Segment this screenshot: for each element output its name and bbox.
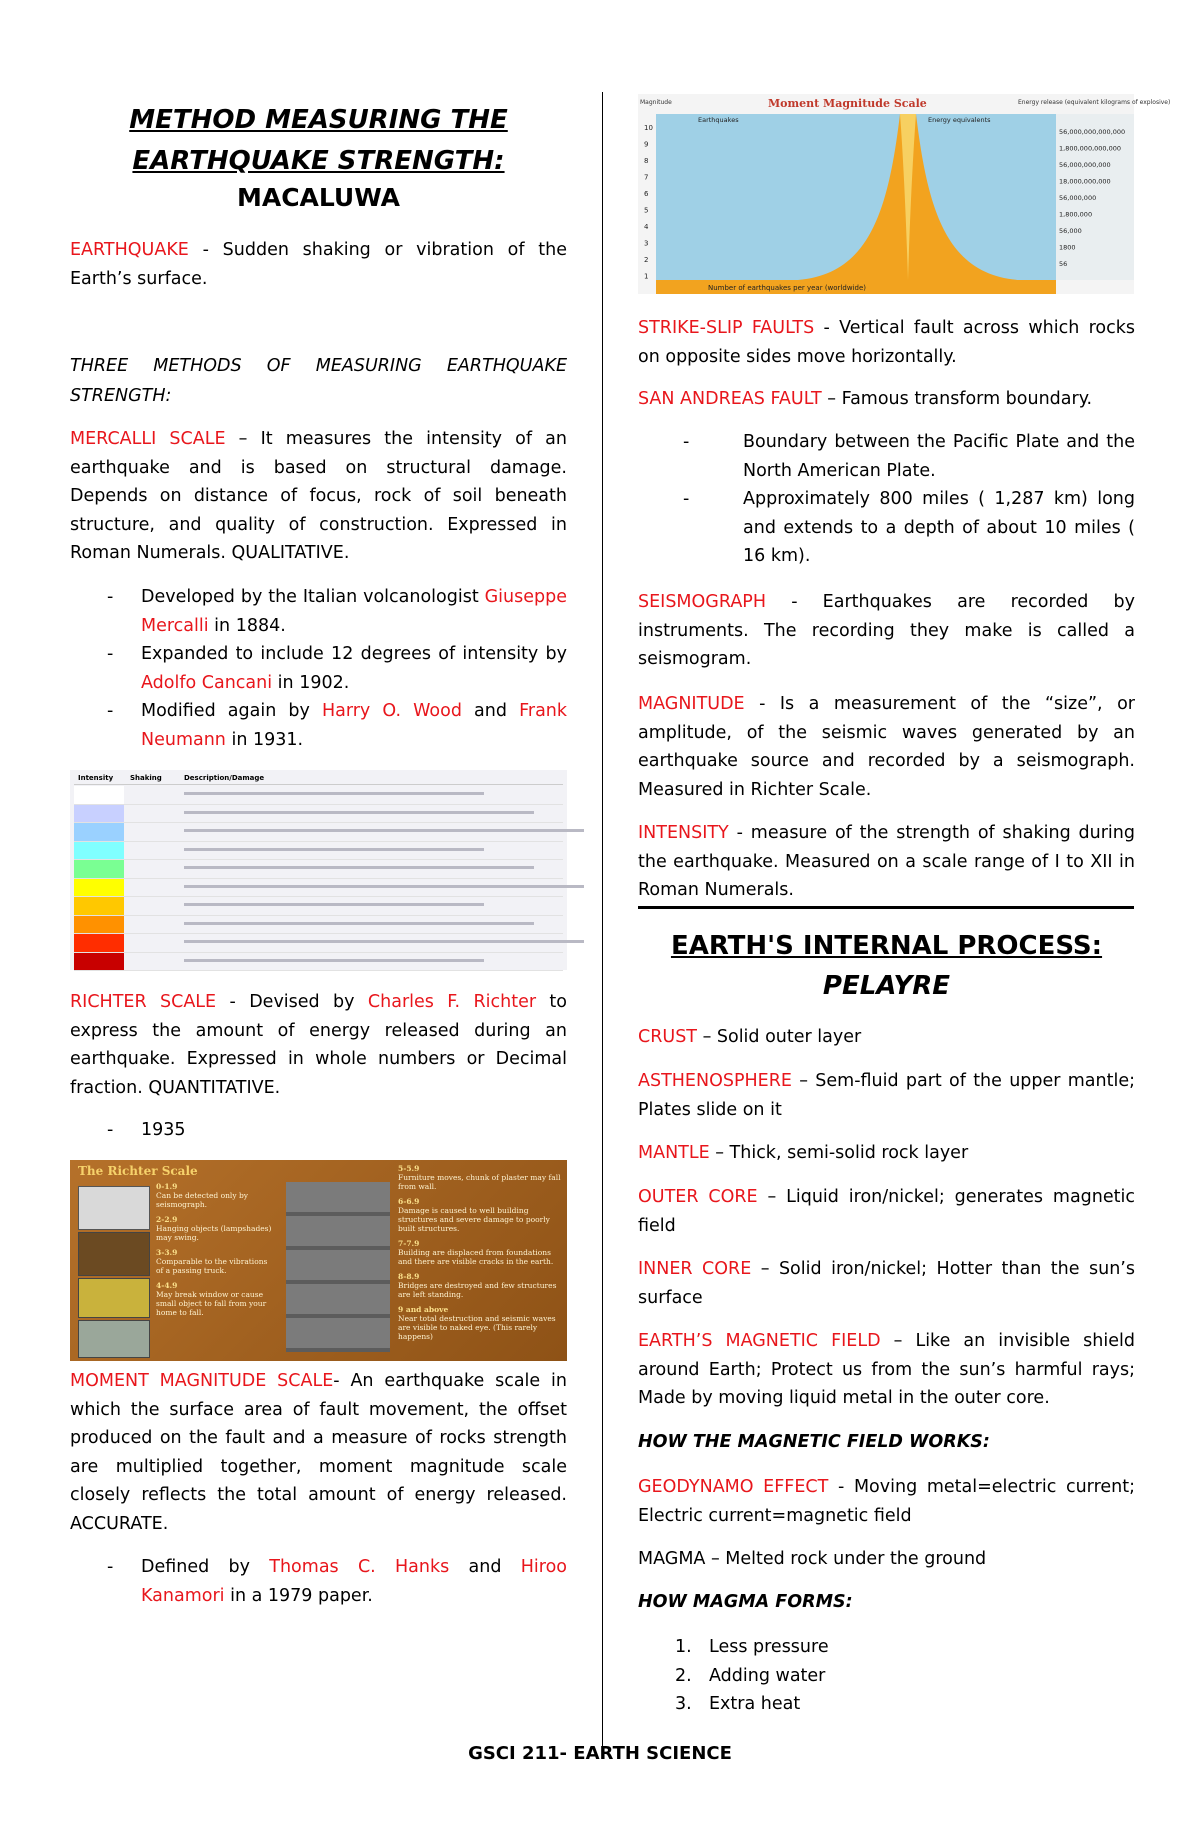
bullet-text: Modified again by — [141, 701, 322, 721]
mantle-definition — [638, 1139, 1135, 1168]
bullet-text: in a 1979 paper. — [224, 1585, 373, 1606]
mercalli-bullets — [70, 583, 567, 754]
geodynamo-term: GEODYNAMO EFFECT — [638, 1477, 829, 1497]
row-text-line — [184, 866, 534, 869]
page-title — [70, 100, 567, 182]
section-subtitle: PELAYRE — [822, 971, 951, 1001]
richter-text: to express the amount of energy released during an earthquake. Expressed in whole numbers or Decimal fraction. QUANTITATIVE. — [70, 992, 568, 1098]
building-photos — [286, 1182, 390, 1352]
bullet-name: Harry O. Wood — [321, 701, 462, 721]
table-header-cell: Intensity — [78, 774, 114, 782]
moment-def-text: - An earthquake scale in which the surface area of fault movement, the offset produced on the fault and a measure of rocks strength are multiplied together, moment magnitude scale closely reflects the total amount of energy released. ACCURATE. — [70, 1371, 567, 1534]
richter-range: 0-1.9 — [156, 1182, 178, 1191]
strike-slip-text: - Vertical fault across which rocks on opposite sides move horizontally. — [638, 318, 1135, 367]
earthquake-term: EARTHQUAKE — [70, 240, 189, 260]
richter-item — [398, 1272, 563, 1299]
richter-item — [398, 1197, 563, 1233]
row-text-line — [184, 811, 534, 814]
bullet-text: and — [461, 701, 520, 721]
list-item — [70, 640, 567, 697]
row-text-line — [184, 922, 534, 925]
section-title: EARTH'S INTERNAL PROCESS: — [670, 931, 1103, 961]
row-text-line — [184, 829, 584, 832]
table-row — [74, 879, 563, 898]
crust-term: CRUST — [638, 1027, 697, 1047]
how-magnetic-heading: HOW THE MAGNETIC FIELD WORKS: — [638, 1432, 990, 1452]
richter-range: 3-3.9 — [156, 1248, 178, 1257]
column-divider — [602, 92, 603, 1754]
intensity-color-swatch — [74, 953, 124, 971]
outer-core-text: – Liquid iron/nickel; generates magnetic field — [638, 1187, 1135, 1236]
row-text-line — [184, 940, 584, 943]
richter-right-list — [398, 1164, 563, 1347]
row-text-line — [184, 885, 584, 888]
richter-definition — [70, 988, 567, 1102]
magma-definition: MAGMA – Melted rock under the ground — [638, 1549, 987, 1569]
author-name: MACALUWA — [236, 183, 401, 212]
richter-bullet — [70, 1116, 567, 1145]
richter-name: Charles F. Richter — [367, 992, 537, 1012]
mercalli-def-text: – It measures the intensity of an earthquake and is based on structural damage. Depends on distance of focus, rock of soil beneath structure, and quality of construction. Expressed in Roman Numerals. QUALITATIVE. — [70, 429, 567, 563]
list-item — [638, 1690, 1135, 1719]
richter-text: Comparable to the vibrations of a passing truck. — [156, 1257, 268, 1275]
intensity-color-swatch — [74, 916, 124, 934]
inner-core-term: INNER CORE — [638, 1259, 752, 1279]
bullet-name: Hiroo Kanamori — [141, 1557, 567, 1606]
table-row — [74, 916, 563, 935]
intensity-color-swatch — [74, 823, 124, 841]
mm-energy-value: 1,800,000,000,000 — [1059, 144, 1122, 153]
richter-scale-image — [70, 1160, 567, 1361]
earthquake-definition — [70, 236, 567, 293]
moment-definition — [70, 1367, 567, 1538]
row-text-line — [184, 903, 484, 906]
moment-magnitude-chart — [638, 94, 1171, 294]
mm-magnitude-label: 8 — [644, 157, 649, 165]
three-methods-text: THREE METHODS OF MEASURING EARTHQUAKE STRENGTH: — [70, 356, 567, 406]
moment-bullet — [70, 1553, 567, 1610]
how-magma-heading: HOW MAGMA FORMS: — [638, 1592, 853, 1612]
geodynamo-definition — [638, 1473, 1135, 1530]
san-andreas-bullets — [717, 428, 1135, 571]
table-header-cell: Description/Damage — [184, 774, 265, 782]
richter-text: May break window or cause small object to fall from your home to fall. — [156, 1290, 267, 1317]
bullet-text: Developed by the Italian volcanologist — [141, 587, 485, 607]
mm-magnitude-label: 6 — [644, 190, 649, 198]
table-body — [74, 786, 563, 971]
list-item — [638, 1633, 1135, 1662]
seismograph-term: SEISMOGRAPH — [638, 592, 767, 612]
table-row — [74, 823, 563, 842]
crust-definition — [638, 1023, 1135, 1052]
truck-photo — [78, 1278, 150, 1318]
magma-list — [638, 1633, 1135, 1719]
richter-item — [156, 1215, 276, 1242]
lamp-photo — [78, 1232, 150, 1276]
richter-item — [156, 1281, 276, 1317]
mm-magnitude-label: 10 — [644, 124, 653, 132]
mm-magnitude-label: 3 — [644, 239, 649, 248]
geodynamo-text: - Moving metal=electric current; Electric current=magnetic field — [638, 1477, 1135, 1526]
mercalli-definition — [70, 425, 567, 568]
mm-energy-value: 56,000 — [1059, 227, 1082, 235]
richter-text: Furniture moves, chunk of plaster may fall from wall. — [398, 1173, 561, 1191]
mm-energy-value: 56,000,000 — [1059, 194, 1097, 202]
richter-left-list — [156, 1182, 276, 1323]
mm-ylabel: Magnitude — [640, 99, 672, 106]
earthquake-def-text: - Sudden shaking or vibration of the Earth’s surface. — [70, 240, 567, 289]
mm-magnitude-label: 1 — [644, 272, 649, 281]
mm-magnitude-label: 5 — [644, 206, 649, 215]
row-text-line — [184, 959, 484, 962]
page-footer: GSCI 211- EARTH SCIENCE — [468, 1743, 732, 1764]
intensity-color-swatch — [74, 934, 124, 952]
magnitude-text: - Is a measurement of the “size”, or amplitude, of the seismic waves generated by an earthquake source and recorded by a seismograph. Measured in Richter Scale. — [638, 694, 1135, 800]
richter-item — [398, 1305, 563, 1341]
bullet-text: Expanded to include 12 degrees of intensity by — [141, 644, 567, 664]
table-row — [74, 786, 563, 805]
mm-chart-title: Moment Magnitude Scale — [768, 97, 927, 110]
asthenosphere-definition — [638, 1067, 1135, 1124]
mm-energy-label: Energy release (equivalent kilograms of explosive) — [1018, 99, 1171, 106]
inner-core-text: – Solid iron/nickel; Hotter than the sun’s surface — [638, 1259, 1135, 1308]
mm-magnitude-label: 4 — [644, 223, 649, 231]
intensity-color-swatch — [74, 805, 124, 823]
richter-range: 7-7.9 — [398, 1239, 420, 1248]
mm-energy-value: 56,000,000,000 — [1059, 161, 1111, 169]
richter-range: 2-2.9 — [156, 1215, 178, 1224]
magnetic-field-definition — [638, 1327, 1135, 1413]
table-header-cell: Shaking — [130, 774, 162, 782]
crust-text: – Solid outer layer — [697, 1027, 862, 1047]
bullet-name: Frank Neumann — [141, 701, 568, 750]
strike-slip-definition — [638, 314, 1135, 371]
list-text: Extra heat — [709, 1694, 801, 1714]
mercalli-term: MERCALLI SCALE — [70, 429, 226, 449]
richter-range: 8-8.9 — [398, 1272, 420, 1281]
list-item — [70, 583, 567, 640]
mercalli-scale-table-image — [70, 770, 567, 970]
seismograph-definition — [638, 588, 1135, 674]
intensity-definition — [638, 819, 1135, 905]
bullet-text: in 1931. — [225, 729, 304, 750]
list-item: - 1935 — [70, 1116, 567, 1145]
bullet-text: in 1902. — [272, 672, 350, 693]
list-item: - Approximately 800 miles ( 1,287 km) long and extends to a depth of about 10 miles ( 16 km). — [646, 485, 1135, 571]
three-methods-heading — [70, 351, 567, 411]
mm-magnitude-label: 9 — [644, 140, 649, 149]
intensity-color-swatch — [74, 860, 124, 878]
intensity-text: - measure of the strength of shaking during the earthquake. Measured on a scale range of I to XII in Roman Numerals. — [638, 823, 1135, 900]
table-row — [74, 842, 563, 861]
list-text: Less pressure — [709, 1637, 829, 1657]
san-andreas-definition — [638, 385, 1135, 414]
asthenosphere-term: ASTHENOSPHERE — [638, 1071, 792, 1091]
richter-image-heading: The Richter Scale — [78, 1164, 198, 1178]
mantle-text: – Thick, semi-solid rock layer — [709, 1143, 969, 1163]
magnitude-definition — [638, 690, 1135, 804]
strike-slip-term: STRIKE-SLIP FAULTS — [638, 318, 815, 338]
title-line-2: EARTHQUAKE STRENGTH: — [132, 146, 505, 176]
richter-text: Can be detected only by seismograph. — [156, 1191, 248, 1209]
intensity-color-swatch — [74, 842, 124, 860]
intensity-color-swatch — [74, 786, 124, 804]
intensity-term: INTENSITY — [638, 823, 729, 843]
magnitude-term: MAGNITUDE — [638, 694, 745, 714]
mm-energy-value: 56 — [1059, 260, 1068, 268]
mm-xlabel: Number of earthquakes per year (worldwide) — [708, 284, 866, 292]
richter-text: Hanging objects (lampshades) may swing. — [156, 1224, 272, 1242]
list-text: Adding water — [709, 1665, 826, 1686]
bullet-text: in 1884. — [208, 615, 286, 636]
san-andreas-term: SAN ANDREAS FAULT — [638, 389, 822, 409]
richter-item — [398, 1164, 563, 1191]
intensity-color-swatch — [74, 897, 124, 915]
san-andreas-text: – Famous transform boundary. — [821, 389, 1093, 409]
mm-energy-value: 56,000,000,000,000 — [1059, 128, 1126, 136]
mm-energy-value: 1,800,000 — [1059, 210, 1093, 219]
list-item — [70, 1553, 567, 1610]
bullet-text: and — [449, 1557, 521, 1577]
bullet-name: Giuseppe Mercalli — [141, 587, 567, 636]
magnetic-field-text: – Like an invisible shield around Earth; Protect us from the sun’s harmful rays; Made by moving liquid metal in the outer core. — [638, 1331, 1135, 1408]
table-row — [74, 934, 563, 953]
magnetic-field-term: EARTH’S MAGNETIC FIELD — [638, 1331, 881, 1351]
richter-text: - Devised by — [216, 992, 368, 1012]
mm-energy-value: 18,000,000,000 — [1059, 177, 1111, 186]
table-row — [74, 805, 563, 824]
table-header — [74, 772, 563, 785]
table-row — [74, 897, 563, 916]
mantle-term: MANTLE — [638, 1143, 710, 1163]
list-number: 1. — [675, 1637, 692, 1657]
outer-core-definition — [638, 1183, 1135, 1240]
list-item — [638, 1662, 1135, 1691]
bullet-text: Defined by — [141, 1557, 270, 1577]
list-number: 2. — [675, 1665, 692, 1686]
table-row — [74, 953, 563, 972]
title-line-1: METHOD MEASURING THE — [129, 105, 508, 135]
list-item: - Boundary between the Pacific Plate and the North American Plate. — [646, 428, 1135, 485]
list-item — [70, 697, 567, 754]
row-text-line — [184, 848, 484, 851]
bullet-name: Thomas C. Hanks — [269, 1557, 450, 1577]
richter-range: 5-5.9 — [398, 1164, 420, 1173]
inner-core-definition — [638, 1255, 1135, 1312]
mm-col2: Energy equivalents — [928, 116, 991, 124]
richter-range: 6-6.9 — [398, 1197, 420, 1206]
intensity-color-swatch — [74, 879, 124, 897]
bullet-name: Adolfo Cancani — [141, 672, 273, 693]
mm-magnitude-label: 2 — [644, 256, 649, 264]
outer-core-term: OUTER CORE — [638, 1187, 758, 1207]
moment-term: MOMENT MAGNITUDE SCALE — [70, 1371, 334, 1391]
section-divider — [638, 906, 1134, 909]
mm-col1: Earthquakes — [698, 116, 739, 124]
richter-item — [398, 1239, 563, 1266]
richter-term: RICHTER SCALE — [70, 992, 217, 1012]
richter-range: 4-4.9 — [156, 1281, 178, 1290]
asthenosphere-text: – Sem-fluid part of the upper mantle; Plates slide on it — [638, 1071, 1135, 1120]
table-row — [74, 860, 563, 879]
mm-magnitude-label: 7 — [644, 173, 649, 182]
richter-text: Bridges are destroyed and few structures are left standing. — [398, 1281, 557, 1299]
seismograph-text: - Earthquakes are recorded by instruments. The recording they make is called a seismogram. — [638, 592, 1135, 669]
mm-energy-value: 1800 — [1059, 243, 1076, 252]
moment-magnitude-scale-image — [638, 94, 1171, 294]
list-number: 3. — [675, 1694, 692, 1714]
richter-item — [156, 1248, 276, 1275]
richter-text: Damage is caused to well building structures and severe damage to poorly built structures. — [398, 1206, 550, 1233]
seismograph-photo — [78, 1186, 150, 1230]
richter-item — [156, 1182, 276, 1209]
richter-text: Building are displaced from foundations and there are visible cracks in the earth. — [398, 1248, 554, 1266]
row-text-line — [184, 792, 484, 795]
richter-text: Near total destruction and seismic waves are visible to naked eye. (This rarely happens) — [398, 1314, 556, 1341]
richter-range: 9 and above — [398, 1305, 449, 1314]
window-photo — [78, 1320, 150, 1358]
